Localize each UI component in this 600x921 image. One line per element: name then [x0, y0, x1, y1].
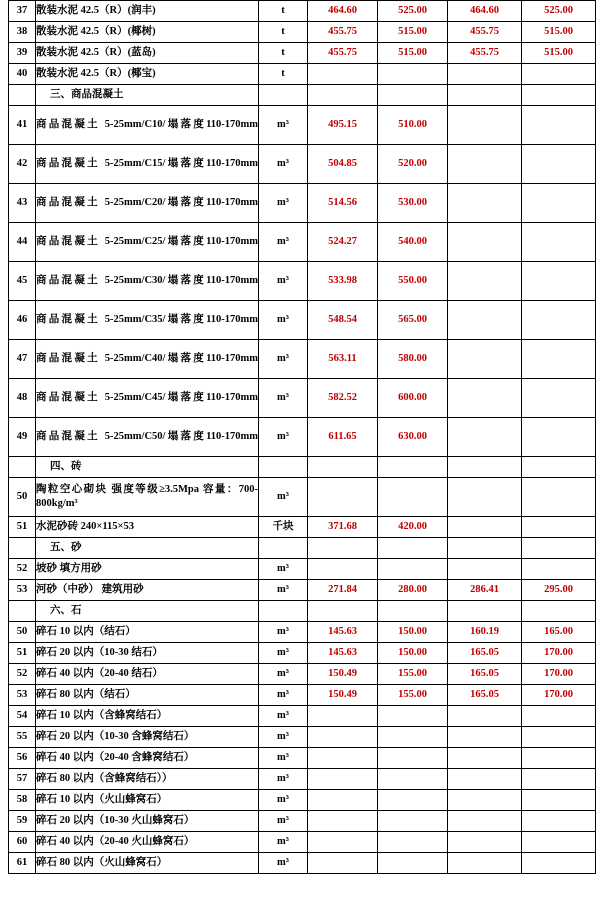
row-value3-cell — [448, 538, 522, 559]
row-value1-cell — [308, 769, 378, 790]
row-value2-cell — [378, 832, 448, 853]
row-value1-cell — [308, 706, 378, 727]
row-number-cell: 51 — [9, 643, 36, 664]
row-number-cell: 52 — [9, 559, 36, 580]
row-unit-cell: m³ — [259, 706, 308, 727]
row-name-cell: 碎石 40 以内（20-40 含蜂窝结石） — [36, 748, 259, 769]
row-value2-cell — [378, 64, 448, 85]
row-name-cell: 六、石 — [36, 601, 259, 622]
table-row — [9, 85, 596, 106]
row-unit-cell: m³ — [259, 184, 308, 223]
row-value1-cell — [308, 601, 378, 622]
row-value4-cell: 515.00 — [522, 43, 596, 64]
row-value3-cell — [448, 379, 522, 418]
row-value1-cell — [308, 811, 378, 832]
row-name-cell: 三、商品混凝土 — [36, 85, 259, 106]
row-number-cell: 49 — [9, 418, 36, 457]
row-value1-cell: 455.75 — [308, 43, 378, 64]
row-value2-cell — [378, 706, 448, 727]
row-value1-cell — [308, 559, 378, 580]
row-value3-cell: 464.60 — [448, 1, 522, 22]
row-unit-cell: m³ — [259, 811, 308, 832]
row-value1-cell: 150.49 — [308, 664, 378, 685]
table-row — [9, 853, 596, 874]
row-value4-cell — [522, 517, 596, 538]
row-value1-cell: 548.54 — [308, 301, 378, 340]
row-value3-cell — [448, 457, 522, 478]
row-name-cell: 商品混凝土 5-25mm/C15/塌落度110-170mm — [36, 145, 259, 184]
row-name-cell: 碎石 20 以内（10-30 结石） — [36, 643, 259, 664]
row-unit-cell: m³ — [259, 853, 308, 874]
row-name-cell: 散装水泥 42.5（R）(蓝岛) — [36, 43, 259, 64]
row-value4-cell: 170.00 — [522, 664, 596, 685]
row-value3-cell — [448, 340, 522, 379]
row-name-cell: 碎石 20 以内（10-30 含蜂窝结石） — [36, 727, 259, 748]
row-value2-cell: 150.00 — [378, 622, 448, 643]
row-value4-cell — [522, 811, 596, 832]
row-value4-cell — [522, 64, 596, 85]
row-number-cell — [9, 457, 36, 478]
table-row — [9, 418, 596, 457]
table-row — [9, 517, 596, 538]
table-row — [9, 622, 596, 643]
row-name-cell: 陶粒空心砌块 强度等级≥3.5Mpa 容量：700-800kg/m³ — [36, 478, 259, 517]
row-name-cell: 碎石 10 以内（含蜂窝结石） — [36, 706, 259, 727]
row-number-cell: 46 — [9, 301, 36, 340]
row-value1-cell: 533.98 — [308, 262, 378, 301]
row-value2-cell: 540.00 — [378, 223, 448, 262]
table-row — [9, 301, 596, 340]
row-value4-cell: 165.00 — [522, 622, 596, 643]
row-value2-cell — [378, 853, 448, 874]
row-number-cell: 61 — [9, 853, 36, 874]
row-value3-cell — [448, 64, 522, 85]
row-unit-cell: m³ — [259, 727, 308, 748]
row-number-cell: 58 — [9, 790, 36, 811]
row-unit-cell: m³ — [259, 748, 308, 769]
table-row — [9, 790, 596, 811]
row-value1-cell — [308, 457, 378, 478]
row-value4-cell — [522, 853, 596, 874]
table-row — [9, 457, 596, 478]
row-unit-cell: m³ — [259, 685, 308, 706]
row-name-cell: 散装水泥 42.5（R）(椰树) — [36, 22, 259, 43]
row-value3-cell: 455.75 — [448, 43, 522, 64]
row-number-cell: 57 — [9, 769, 36, 790]
row-value4-cell — [522, 418, 596, 457]
row-value3-cell — [448, 145, 522, 184]
row-value2-cell: 515.00 — [378, 22, 448, 43]
row-value3-cell — [448, 262, 522, 301]
row-name-cell: 碎石 40 以内（20-40 结石） — [36, 664, 259, 685]
row-value2-cell — [378, 538, 448, 559]
row-value1-cell: 504.85 — [308, 145, 378, 184]
row-value4-cell — [522, 106, 596, 145]
row-number-cell: 54 — [9, 706, 36, 727]
row-number-cell: 38 — [9, 22, 36, 43]
row-name-cell: 商品混凝土 5-25mm/C35/塌落度110-170mm — [36, 301, 259, 340]
row-value1-cell — [308, 853, 378, 874]
row-value2-cell: 155.00 — [378, 664, 448, 685]
row-unit-cell: t — [259, 1, 308, 22]
row-value3-cell — [448, 769, 522, 790]
row-value1-cell: 495.15 — [308, 106, 378, 145]
row-name-cell: 碎石 80 以内（结石） — [36, 685, 259, 706]
row-value4-cell — [522, 85, 596, 106]
row-number-cell: 56 — [9, 748, 36, 769]
row-number-cell: 59 — [9, 811, 36, 832]
row-value4-cell — [522, 457, 596, 478]
row-unit-cell: m³ — [259, 223, 308, 262]
row-value4-cell — [522, 478, 596, 517]
row-number-cell: 50 — [9, 622, 36, 643]
row-unit-cell: 千块 — [259, 517, 308, 538]
table-row — [9, 769, 596, 790]
row-value3-cell — [448, 853, 522, 874]
row-unit-cell: m³ — [259, 106, 308, 145]
row-name-cell: 碎石 20 以内（10-30 火山蜂窝石） — [36, 811, 259, 832]
row-name-cell: 碎石 40 以内（20-40 火山蜂窝石） — [36, 832, 259, 853]
row-value3-cell — [448, 85, 522, 106]
row-name-cell: 商品混凝土 5-25mm/C40/塌落度110-170mm — [36, 340, 259, 379]
row-value1-cell — [308, 748, 378, 769]
row-unit-cell: m³ — [259, 559, 308, 580]
row-value2-cell: 280.00 — [378, 580, 448, 601]
table-row — [9, 1, 596, 22]
row-value3-cell: 165.05 — [448, 664, 522, 685]
row-value1-cell: 150.49 — [308, 685, 378, 706]
row-name-cell: 碎石 10 以内（火山蜂窝石） — [36, 790, 259, 811]
table-row — [9, 685, 596, 706]
row-value2-cell: 515.00 — [378, 43, 448, 64]
row-name-cell: 水泥砂砖 240×115×53 — [36, 517, 259, 538]
row-number-cell: 41 — [9, 106, 36, 145]
row-value4-cell: 170.00 — [522, 685, 596, 706]
row-number-cell: 55 — [9, 727, 36, 748]
row-value4-cell — [522, 769, 596, 790]
row-number-cell: 53 — [9, 580, 36, 601]
row-value2-cell: 580.00 — [378, 340, 448, 379]
row-value4-cell — [522, 559, 596, 580]
row-value4-cell — [522, 748, 596, 769]
row-value4-cell — [522, 832, 596, 853]
table-row — [9, 64, 596, 85]
row-value2-cell: 630.00 — [378, 418, 448, 457]
row-value3-cell — [448, 832, 522, 853]
row-unit-cell: m³ — [259, 769, 308, 790]
row-value1-cell: 455.75 — [308, 22, 378, 43]
row-value1-cell: 514.56 — [308, 184, 378, 223]
table-row — [9, 664, 596, 685]
row-name-cell: 河砂（中砂） 建筑用砂 — [36, 580, 259, 601]
row-value1-cell: 464.60 — [308, 1, 378, 22]
row-value1-cell: 145.63 — [308, 622, 378, 643]
table-row — [9, 145, 596, 184]
row-value2-cell: 565.00 — [378, 301, 448, 340]
row-value3-cell: 160.19 — [448, 622, 522, 643]
table-row — [9, 643, 596, 664]
row-number-cell: 37 — [9, 1, 36, 22]
row-value3-cell: 165.05 — [448, 643, 522, 664]
row-value3-cell: 286.41 — [448, 580, 522, 601]
row-value1-cell: 582.52 — [308, 379, 378, 418]
row-value3-cell — [448, 301, 522, 340]
table-row — [9, 727, 596, 748]
table-row — [9, 748, 596, 769]
row-name-cell: 商品混凝土 5-25mm/C30/塌落度110-170mm — [36, 262, 259, 301]
row-unit-cell: m³ — [259, 790, 308, 811]
table-row — [9, 184, 596, 223]
row-unit-cell: m³ — [259, 832, 308, 853]
row-value3-cell — [448, 223, 522, 262]
row-value3-cell — [448, 790, 522, 811]
row-value2-cell: 155.00 — [378, 685, 448, 706]
row-value4-cell: 515.00 — [522, 22, 596, 43]
row-value1-cell — [308, 538, 378, 559]
row-number-cell — [9, 601, 36, 622]
table-body — [9, 1, 596, 874]
table-row — [9, 22, 596, 43]
row-name-cell: 四、砖 — [36, 457, 259, 478]
row-unit-cell: m³ — [259, 418, 308, 457]
row-value1-cell — [308, 790, 378, 811]
row-number-cell: 47 — [9, 340, 36, 379]
row-value2-cell: 150.00 — [378, 643, 448, 664]
row-value2-cell — [378, 811, 448, 832]
row-unit-cell: m³ — [259, 301, 308, 340]
row-unit-cell: m³ — [259, 622, 308, 643]
row-value4-cell — [522, 223, 596, 262]
table-row — [9, 580, 596, 601]
row-unit-cell — [259, 538, 308, 559]
row-number-cell: 44 — [9, 223, 36, 262]
row-value3-cell — [448, 727, 522, 748]
row-unit-cell: m³ — [259, 664, 308, 685]
row-value3-cell — [448, 517, 522, 538]
row-unit-cell: t — [259, 64, 308, 85]
row-value2-cell: 520.00 — [378, 145, 448, 184]
row-value1-cell: 524.27 — [308, 223, 378, 262]
row-unit-cell: t — [259, 22, 308, 43]
table-row — [9, 832, 596, 853]
row-number-cell: 52 — [9, 664, 36, 685]
table-row — [9, 478, 596, 517]
row-value1-cell — [308, 832, 378, 853]
row-unit-cell: m³ — [259, 379, 308, 418]
row-name-cell: 碎石 80 以内（火山蜂窝石） — [36, 853, 259, 874]
row-number-cell: 42 — [9, 145, 36, 184]
row-value1-cell: 271.84 — [308, 580, 378, 601]
row-value4-cell — [522, 145, 596, 184]
row-value1-cell — [308, 478, 378, 517]
row-value3-cell — [448, 811, 522, 832]
row-number-cell: 51 — [9, 517, 36, 538]
row-name-cell: 商品混凝土 5-25mm/C10/塌落度110-170mm — [36, 106, 259, 145]
row-number-cell: 60 — [9, 832, 36, 853]
row-number-cell: 45 — [9, 262, 36, 301]
row-value3-cell — [448, 184, 522, 223]
row-value2-cell — [378, 790, 448, 811]
row-value4-cell — [522, 340, 596, 379]
table-row — [9, 538, 596, 559]
row-unit-cell: m³ — [259, 145, 308, 184]
row-value3-cell — [448, 706, 522, 727]
row-name-cell: 五、砂 — [36, 538, 259, 559]
row-value4-cell — [522, 727, 596, 748]
row-value4-cell — [522, 301, 596, 340]
row-value2-cell — [378, 559, 448, 580]
row-value1-cell — [308, 64, 378, 85]
row-value2-cell — [378, 748, 448, 769]
row-value1-cell: 145.63 — [308, 643, 378, 664]
row-value2-cell — [378, 85, 448, 106]
table-row — [9, 601, 596, 622]
row-unit-cell — [259, 85, 308, 106]
row-unit-cell: t — [259, 43, 308, 64]
row-name-cell: 商品混凝土 5-25mm/C20/塌落度110-170mm — [36, 184, 259, 223]
row-value4-cell — [522, 262, 596, 301]
row-value2-cell: 510.00 — [378, 106, 448, 145]
row-value2-cell — [378, 727, 448, 748]
row-value2-cell — [378, 601, 448, 622]
row-value4-cell — [522, 601, 596, 622]
table-row — [9, 106, 596, 145]
row-number-cell: 53 — [9, 685, 36, 706]
row-value2-cell — [378, 478, 448, 517]
material-price-table — [8, 0, 596, 874]
table-row — [9, 223, 596, 262]
row-value3-cell — [448, 418, 522, 457]
table-row — [9, 43, 596, 64]
row-value4-cell — [522, 706, 596, 727]
row-number-cell: 43 — [9, 184, 36, 223]
row-name-cell: 商品混凝土 5-25mm/C45/塌落度110-170mm — [36, 379, 259, 418]
row-unit-cell: m³ — [259, 340, 308, 379]
row-name-cell: 商品混凝土 5-25mm/C50/塌落度110-170mm — [36, 418, 259, 457]
row-value1-cell — [308, 85, 378, 106]
row-number-cell: 39 — [9, 43, 36, 64]
table-row — [9, 559, 596, 580]
row-value1-cell: 563.11 — [308, 340, 378, 379]
row-value4-cell — [522, 790, 596, 811]
row-name-cell: 散装水泥 42.5（R）(润丰) — [36, 1, 259, 22]
row-unit-cell: m³ — [259, 478, 308, 517]
row-number-cell — [9, 538, 36, 559]
row-value4-cell — [522, 184, 596, 223]
row-unit-cell — [259, 457, 308, 478]
row-value3-cell — [448, 478, 522, 517]
row-value4-cell: 295.00 — [522, 580, 596, 601]
row-value3-cell: 165.05 — [448, 685, 522, 706]
row-value4-cell: 170.00 — [522, 643, 596, 664]
row-unit-cell — [259, 601, 308, 622]
row-name-cell: 碎石 80 以内（含蜂窝结石）） — [36, 769, 259, 790]
row-number-cell — [9, 85, 36, 106]
table-row — [9, 706, 596, 727]
row-name-cell: 散装水泥 42.5（R）(椰宝) — [36, 64, 259, 85]
row-value3-cell — [448, 601, 522, 622]
row-value4-cell — [522, 379, 596, 418]
row-value2-cell: 550.00 — [378, 262, 448, 301]
row-value3-cell — [448, 559, 522, 580]
row-value4-cell — [522, 538, 596, 559]
row-unit-cell: m³ — [259, 262, 308, 301]
row-value2-cell: 525.00 — [378, 1, 448, 22]
row-number-cell: 40 — [9, 64, 36, 85]
row-value3-cell — [448, 748, 522, 769]
row-name-cell: 碎石 10 以内（结石） — [36, 622, 259, 643]
row-value1-cell: 371.68 — [308, 517, 378, 538]
row-name-cell: 坡砂 填方用砂 — [36, 559, 259, 580]
row-value3-cell: 455.75 — [448, 22, 522, 43]
row-value2-cell: 530.00 — [378, 184, 448, 223]
table-row — [9, 340, 596, 379]
row-unit-cell: m³ — [259, 643, 308, 664]
row-value3-cell — [448, 106, 522, 145]
row-unit-cell: m³ — [259, 580, 308, 601]
table-row — [9, 379, 596, 418]
row-number-cell: 50 — [9, 478, 36, 517]
row-value1-cell: 611.65 — [308, 418, 378, 457]
row-value2-cell: 420.00 — [378, 517, 448, 538]
row-value2-cell: 600.00 — [378, 379, 448, 418]
row-name-cell: 商品混凝土 5-25mm/C25/塌落度110-170mm — [36, 223, 259, 262]
table-row — [9, 811, 596, 832]
row-value2-cell — [378, 769, 448, 790]
row-value1-cell — [308, 727, 378, 748]
table-row — [9, 262, 596, 301]
row-value4-cell: 525.00 — [522, 1, 596, 22]
row-number-cell: 48 — [9, 379, 36, 418]
row-value2-cell — [378, 457, 448, 478]
